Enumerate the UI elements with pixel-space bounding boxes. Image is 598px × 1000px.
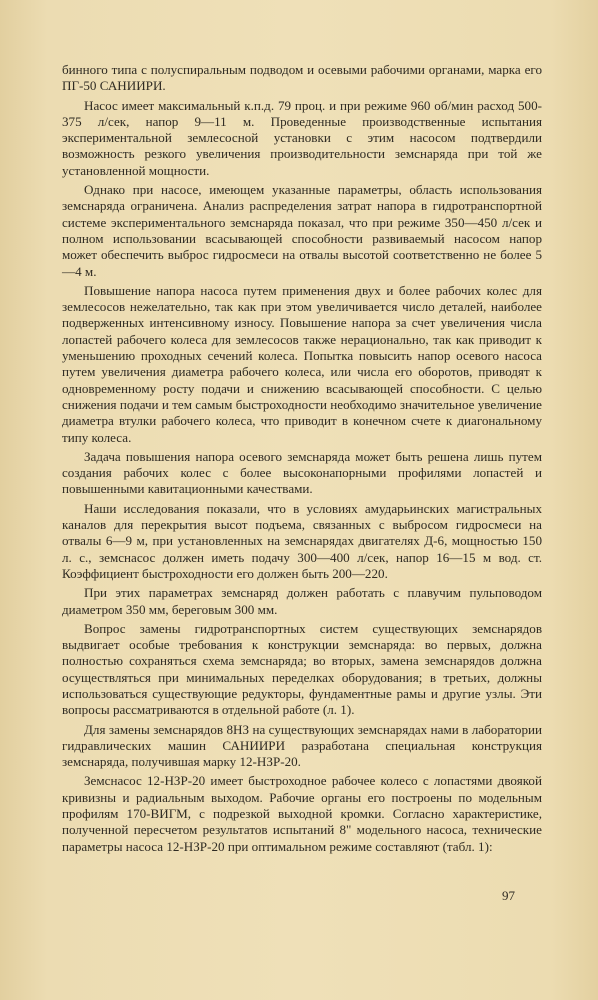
paragraph: Задача повышения напора осевого земснаряда может быть решена лишь путем создания рабочих колес с более высоконапорными профилями лопастей и повышенными кавитационными качествами.: [62, 448, 542, 497]
paragraph: Для замены земснарядов 8НЗ на существующих земснарядах нами в лаборатории гидравлических машин САНИИРИ разработана специальная конструкция земснаряда, получившая марку 12-НЗР-20.: [62, 721, 542, 770]
paragraph: Повышение напора насоса путем применения двух и более рабочих колес для землесосов нежелательно, так как при этом увеличивается число деталей, наиболее подверженных интенсивному износу. Повышение напора за счет увеличения числа лопастей рабочего колеса для землесосов также нерационально, так как приводит к уменьшению проходных сечений колеса. Попытка повысить напор осевого насоса путем увеличения диаметра рабочего колеса, или числа его оборотов, приводят к одновременному росту подачи и снижению всасывающей способности. С целью снижения подачи и тем самым быстроходности необходимо значительное увеличение диаметра втулки рабочего колеса, что приводит в конечном счете к диагональному типу колеса.: [62, 282, 542, 445]
page-number: 97: [502, 888, 515, 903]
paragraph: бинного типа с полуспиральным подводом и осевыми рабочими органами, марка его ПГ-50 САНИИРИ.: [62, 62, 542, 94]
paragraph: При этих параметрах земснаряд должен работать с плавучим пульповодом диаметром 350 мм, береговым 300 мм.: [62, 585, 542, 617]
paragraph: Однако при насосе, имеющем указанные параметры, область использования земснаряда ограничена. Анализ распределения затрат напора в гидротранспортной системе экспериментального земснаряда показал, что при режиме 350—450 л/сек и полном использовании всасывающей способности развиваемый насосом напор может обеспечить выброс гидросмеси на отвалы высотой соответственно не более 5—4 м.: [62, 182, 542, 279]
paragraph: Вопрос замены гидротранспортных систем существующих земснарядов выдвигает особые требования к конструкции земснаряда: во первых, должна полностью сохраняться схема земснаряда; во вторых, замена земснарядов должна осуществляться при минимальных переделках оборудования; в третьих, должны использоваться существующие редукторы, фундаментные рамы и другие узлы. Эти вопросы рассматриваются в отдельной работе (л. 1).: [62, 620, 542, 718]
paragraph: Наши исследования показали, что в условиях амударьинских магистральных каналов для перекрытия высот подъема, связанных с выбросом гидросмеси на отвалы 6—9 м, при установленных на земснарядах двигателях Д-6, мощностью 150 л. с., земснасос должен иметь подачу 300—400 л/сек, напор 16—15 м вод. ст. Коэффициент быстроходности его должен быть 200—220.: [62, 500, 542, 581]
document-body: [62, 62, 542, 858]
paragraph: Земснасос 12-НЗР-20 имеет быстроходное рабочее колесо с лопастями двоякой кривизны и радиальным выходом. Рабочие органы его построены по модельным профилям 170-ВИГМ, с подрезкой выходной кромки. Согласно характеристике, полученной пересчетом результатов испытаний 8" модельного насоса, технические параметры насоса 12-НЗР-20 при оптимальном режиме составляют (табл. 1):: [62, 773, 542, 854]
paragraph: Насос имеет максимальный к.п.д. 79 проц. и при режиме 960 об/мин расход 500-375 л/сек, напор 9—11 м. Проведенные производственные испытания экспериментальной землесосной установки с этим насосом подтвердили возможность резкого увеличения производительности земснаряда при той же установленной мощности.: [62, 97, 542, 178]
